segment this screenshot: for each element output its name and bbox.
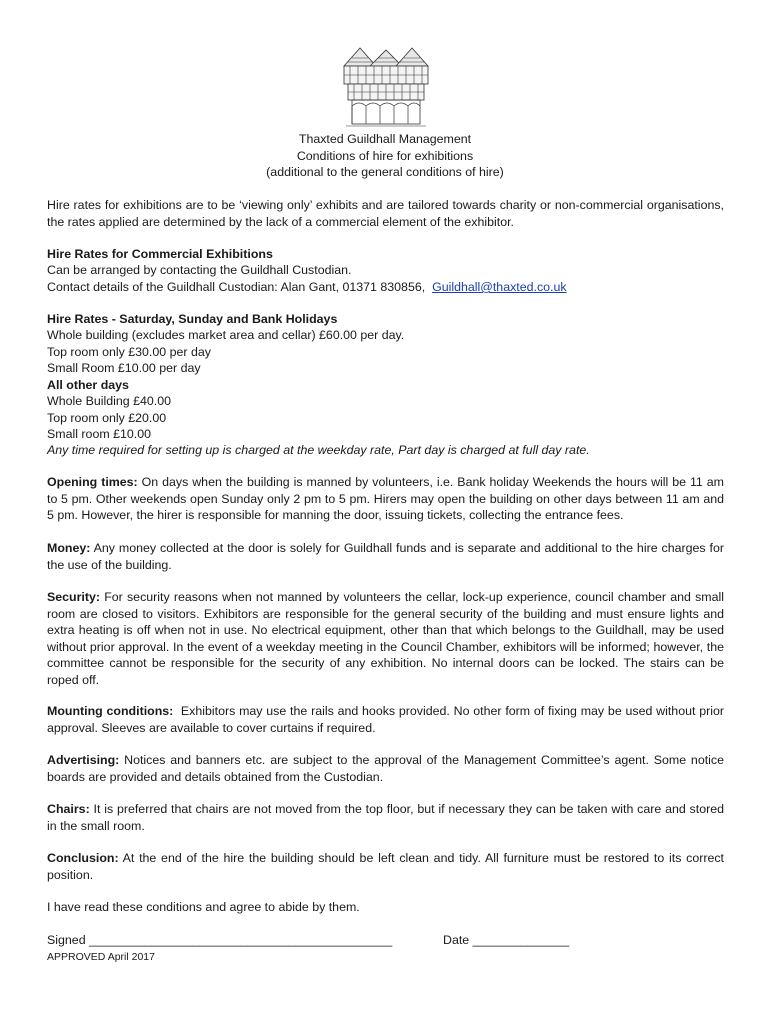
commercial-line: Can be arranged by contacting the Guildhall Custodian. bbox=[47, 263, 352, 277]
section-label: Money: bbox=[47, 541, 91, 555]
other-rate-item: Top room only £20.00 bbox=[47, 411, 167, 425]
signature-field[interactable]: Signed ____________________________________________ bbox=[47, 933, 393, 947]
approval-footer: APPROVED April 2017 bbox=[47, 951, 155, 963]
date-field[interactable]: Date ______________ bbox=[443, 933, 570, 947]
other-days-heading: All other days bbox=[47, 378, 129, 392]
other-rate-item: Whole Building £40.00 bbox=[47, 394, 171, 408]
contact-text: Contact details of the Guildhall Custodian: Alan Gant, 01371 830856, bbox=[47, 280, 426, 294]
document-title: Thaxted Guildhall Management bbox=[298, 132, 472, 146]
weekend-rate-item: Whole building (excludes market area and cellar) £60.00 per day. bbox=[47, 328, 405, 342]
mounting-section: Mounting conditions: Exhibitors may use the rails and hooks provided. No other form of fixing may be used without prior approval. Sleeves are available to cover curtains if required. bbox=[47, 704, 724, 735]
weekend-rate-item: Small Room £10.00 per day bbox=[47, 361, 201, 375]
section-label: Advertising: bbox=[47, 753, 120, 767]
chairs-section: Chairs: It is preferred that chairs are not moved from the top floor, but if necessary they can be taken with care and stored in the small room. bbox=[47, 802, 724, 833]
section-label: Mounting conditions: bbox=[47, 704, 174, 718]
rates-note: Any time required for setting up is charged at the weekday rate, Part day is charged at full day rate. bbox=[47, 443, 590, 457]
weekend-rate-item: Top room only £30.00 per day bbox=[47, 345, 211, 359]
section-label: Conclusion: bbox=[47, 851, 119, 865]
section-label: Security: bbox=[47, 590, 101, 604]
advertising-section: Advertising: Notices and banners etc. are subject to the approval of the Management Committee’s agent. Some notice boards are provided and details obtained from the Custodian. bbox=[47, 753, 724, 784]
commercial-heading: Hire Rates for Commercial Exhibitions bbox=[47, 247, 273, 261]
security-section: Security: For security reasons when not manned by volunteers the cellar, lock-up experience, council chamber and small room are closed to visitors. Exhibitors are responsible for the general security of the building and must ensure lights and extra heating is off when not in use. No electrical equipment, other than that which belongs to the Guildhall, may be used without prior approval. In the event of a weekday meeting in the Council Chamber, exhibitors will be informed; however, the committee cannot be responsible for the security of any exhibition. No internal doors can be locked. The stairs can be roped off. bbox=[47, 590, 724, 687]
weekend-rates-heading: Hire Rates - Saturday, Sunday and Bank Holidays bbox=[47, 312, 338, 326]
contact-details bbox=[47, 279, 567, 296]
section-label: Chairs: bbox=[47, 802, 90, 816]
intro-paragraph: Hire rates for exhibitions are to be ‘viewing only’ exhibits and are tailored towards charity or non-commercial organisations, the rates applied are determined by the lack of a commercial element of the exhibitor. bbox=[47, 198, 724, 229]
guildhall-building-logo bbox=[340, 44, 430, 128]
other-rate-item: Small room £10.00 bbox=[47, 427, 151, 441]
agreement-statement: I have read these conditions and agree to abide by them. bbox=[47, 900, 360, 914]
opening-times-section: Opening times: On days when the building is manned by volunteers, i.e. Bank holiday Weekends the hours will be 11 am to 5 pm. Other weekends open Sunday only 2 pm to 5 pm. Hirers may open the building on other days between 11 am and 5 pm. However, the hirer is responsible for manning the door, issuing tickets, collecting the entrance fees. bbox=[47, 475, 724, 522]
custodian-email-link[interactable]: Guildhall@thaxted.co.uk bbox=[432, 280, 567, 294]
money-section: Money: Any money collected at the door is solely for Guildhall funds and is separate and additional to the hire charges for the use of the building. bbox=[47, 541, 724, 572]
document-subtitle-note: (additional to the general conditions of hire) bbox=[266, 165, 504, 179]
document-subtitle: Conditions of hire for exhibitions bbox=[296, 149, 474, 163]
conclusion-section: Conclusion: At the end of the hire the building should be left clean and tidy. All furniture must be restored to its correct position. bbox=[47, 851, 724, 882]
section-label: Opening times: bbox=[47, 475, 138, 489]
